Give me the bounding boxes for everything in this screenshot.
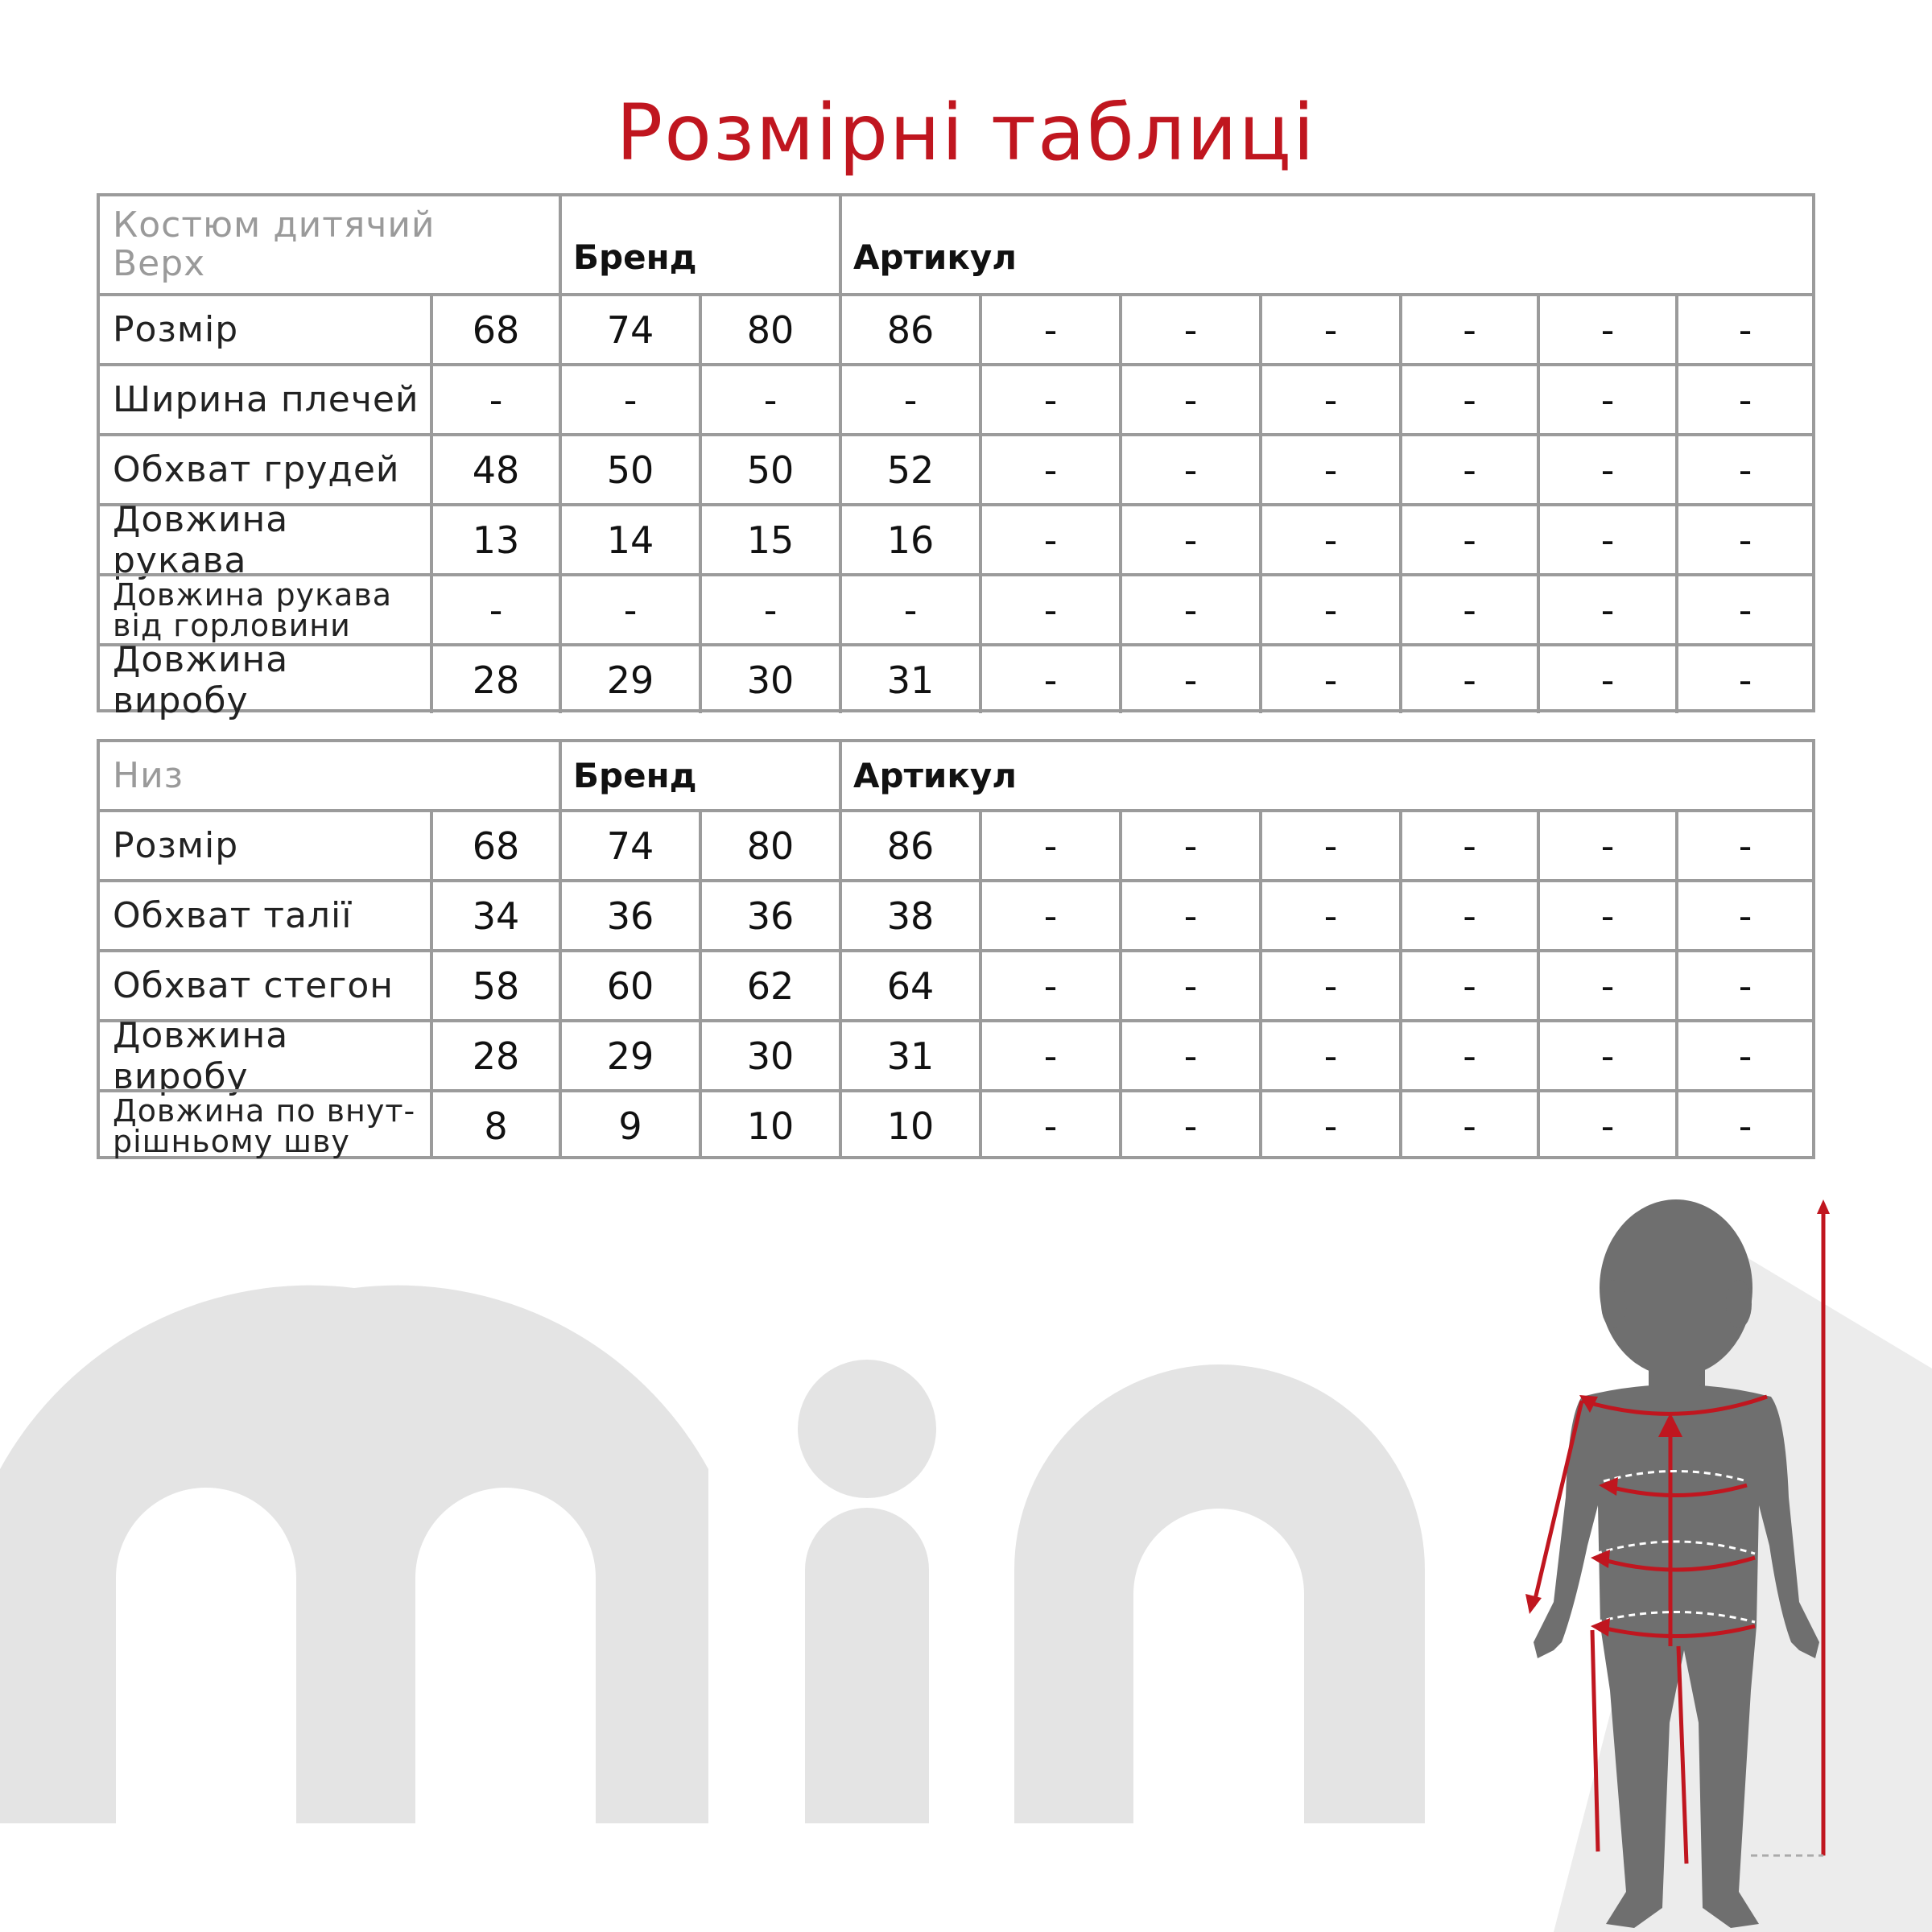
top-table-value-cell: 50 [699, 436, 839, 503]
bottom-table-value-cell: - [1675, 812, 1812, 879]
top-table-value-cell: - [1399, 366, 1537, 433]
bottom-table-value-cell: 30 [699, 1022, 839, 1089]
bottom-table-row-label: Обхват стегон [113, 965, 394, 1006]
bottom-table-value-cell: 86 [839, 812, 979, 879]
top-table-value-cell: 48 [430, 436, 559, 503]
bottom-table-value-cell: - [1399, 812, 1537, 879]
top-table-value-cell: 14 [559, 506, 699, 573]
top-table-value-cell: - [559, 366, 699, 433]
top-table-value-cell: 68 [430, 296, 559, 363]
row-label-line1: Довжина рукава [113, 576, 393, 613]
top-table-value-cell: 31 [839, 646, 979, 713]
top-table-value-cell: - [839, 576, 979, 643]
top-table-row-label: Ширина плечей [113, 379, 419, 420]
top-table-value-cell: - [1119, 576, 1259, 643]
bottom-table-value-cell: 36 [699, 882, 839, 949]
bottom-table-value-cell: 68 [430, 812, 559, 879]
top-table-value-cell: 13 [430, 506, 559, 573]
page-title: Розмірні таблиці [616, 88, 1316, 178]
top-table-value-cell: - [1537, 576, 1675, 643]
top-table-value-cell: - [979, 646, 1119, 713]
top-table-header-row [100, 196, 1812, 293]
top-table-value-cell: - [1119, 366, 1259, 433]
top-table-value-cell: 74 [559, 296, 699, 363]
bottom-table-value-cell: 36 [559, 882, 699, 949]
top-table-row [100, 293, 1812, 363]
bottom-table-value-cell: - [1537, 952, 1675, 1019]
bottom-table-row-label: Розмір [113, 825, 239, 866]
top-table-row-label: Розмір [113, 309, 239, 350]
bottom-table-value-cell: - [1259, 1092, 1399, 1159]
top-table-value-cell: - [699, 576, 839, 643]
bottom-table-value-cell: - [979, 882, 1119, 949]
top-table-value-cell: - [979, 576, 1119, 643]
bottom-table-value-cell: 9 [559, 1092, 699, 1159]
top-table-value-cell: - [979, 296, 1119, 363]
bottom-table-value-cell: - [1119, 812, 1259, 879]
top-table-value-cell: 50 [559, 436, 699, 503]
bottom-table-row [100, 879, 1812, 949]
top-table-row [100, 498, 1812, 581]
top-table-value-cell: - [699, 366, 839, 433]
top-table-row-label [100, 576, 430, 643]
top-table-article-label: Артикул [839, 196, 1812, 293]
bottom-table-value-cell: - [1537, 1022, 1675, 1089]
top-size-table [97, 193, 1815, 721]
row-label-line2: від горловини [113, 607, 351, 643]
bottom-table-value-cell: 64 [839, 952, 979, 1019]
bottom-table-value-cell: 31 [839, 1022, 979, 1089]
top-table-value-cell: - [1119, 506, 1259, 573]
bottom-table-value-cell: 10 [839, 1092, 979, 1159]
bottom-size-table [97, 739, 1815, 1159]
bottom-table-row [100, 949, 1812, 1019]
top-table-value-cell: - [1259, 646, 1399, 713]
top-table-value-cell: - [430, 366, 559, 433]
bottom-table-value-cell: - [1675, 882, 1812, 949]
bottom-table-value-cell: - [979, 1092, 1119, 1159]
top-table-value-cell: - [1675, 576, 1812, 643]
bottom-table-brand-label: Бренд [559, 742, 839, 809]
bottom-table-row [100, 809, 1812, 879]
bottom-table-value-cell: 28 [430, 1022, 559, 1089]
top-table-value-cell: - [1537, 646, 1675, 713]
top-table-value-cell: - [1259, 506, 1399, 573]
bottom-table-value-cell: - [979, 1022, 1119, 1089]
top-table-row [100, 433, 1812, 503]
bottom-table-value-cell: - [1259, 882, 1399, 949]
top-table-value-cell: - [1119, 296, 1259, 363]
bottom-table-value-cell: 10 [699, 1092, 839, 1159]
bottom-table-article-label: Артикул [839, 742, 1812, 809]
bottom-table-value-cell: 62 [699, 952, 839, 1019]
top-table-value-cell: - [1675, 366, 1812, 433]
top-table-row-label: Довжина рукава [113, 498, 289, 581]
top-table-value-cell: - [1259, 366, 1399, 433]
top-table-value-cell: 29 [559, 646, 699, 713]
bottom-table-value-cell: - [979, 952, 1119, 1019]
top-table-value-cell: - [1399, 576, 1537, 643]
bottom-table-value-cell: - [979, 812, 1119, 879]
top-table-value-cell: - [1399, 646, 1537, 713]
top-table-value-cell: - [1259, 436, 1399, 503]
top-table-value-cell: 16 [839, 506, 979, 573]
top-table-value-cell: - [1399, 296, 1537, 363]
bottom-table-value-cell: - [1537, 812, 1675, 879]
bottom-table-row-label: Обхват талії [113, 895, 353, 936]
top-table-value-cell: - [1537, 506, 1675, 573]
bottom-table-value-cell: - [1119, 952, 1259, 1019]
bottom-table-value-cell: 34 [430, 882, 559, 949]
bottom-table-value-cell: 29 [559, 1022, 699, 1089]
bottom-table-value-cell: - [1259, 952, 1399, 1019]
bottom-table-value-cell: - [1399, 1022, 1537, 1089]
bottom-table-header-row [100, 742, 1812, 809]
top-table-value-cell: - [1399, 506, 1537, 573]
bottom-table-value-cell: - [1675, 1092, 1812, 1159]
bottom-table-value-cell: 80 [699, 812, 839, 879]
bottom-table-value-cell: - [1259, 812, 1399, 879]
top-table-value-cell: - [1119, 436, 1259, 503]
top-table-value-cell: - [559, 576, 699, 643]
top-table-row [100, 638, 1812, 721]
top-table-value-cell: 15 [699, 506, 839, 573]
top-table-value-cell: - [1537, 366, 1675, 433]
bottom-table-value-cell: - [1259, 1022, 1399, 1089]
top-table-value-cell: 86 [839, 296, 979, 363]
bottom-table-value-cell: - [1675, 1022, 1812, 1089]
top-table-title-line1: Костюм дитячий [113, 204, 436, 246]
bottom-table-value-cell: - [1399, 952, 1537, 1019]
top-table-value-cell: - [1259, 576, 1399, 643]
top-table-value-cell: - [1675, 646, 1812, 713]
top-table-value-cell: - [1675, 436, 1812, 503]
top-table-value-cell: 52 [839, 436, 979, 503]
top-table-row-label: Обхват грудей [113, 449, 400, 490]
bottom-table-row [100, 1014, 1812, 1097]
bottom-table-value-cell: - [1119, 882, 1259, 949]
top-table-value-cell: - [839, 366, 979, 433]
bottom-table-value-cell: - [1537, 1092, 1675, 1159]
bottom-table-value-cell: - [1675, 952, 1812, 1019]
top-table-row [100, 573, 1812, 643]
top-table-value-cell: - [1259, 296, 1399, 363]
bottom-table-value-cell: 58 [430, 952, 559, 1019]
top-table-value-cell: - [1675, 296, 1812, 363]
mini-logo [0, 1286, 1425, 1823]
top-table-value-cell: - [430, 576, 559, 643]
bottom-table-value-cell: 60 [559, 952, 699, 1019]
top-table-value-cell: 80 [699, 296, 839, 363]
row-label-line2: рішньому шву [113, 1123, 350, 1159]
row-label-line1: Довжина по внут- [113, 1092, 416, 1129]
bottom-table-value-cell: - [1119, 1092, 1259, 1159]
bottom-table-row [100, 1089, 1812, 1159]
top-table-row-label: Довжина виробу [113, 638, 289, 721]
bottom-table-value-cell: - [1119, 1022, 1259, 1089]
top-table-value-cell: 30 [699, 646, 839, 713]
bottom-table-row-label: Довжина виробу [113, 1014, 289, 1097]
top-table-brand-label: Бренд [559, 196, 839, 293]
top-table-title [100, 196, 559, 293]
bottom-table-value-cell: 38 [839, 882, 979, 949]
top-table-value-cell: - [1537, 436, 1675, 503]
top-table-value-cell: - [979, 366, 1119, 433]
bottom-table-title: Низ [113, 754, 184, 796]
top-table-value-cell: - [1119, 646, 1259, 713]
top-table-title-line2: Верх [113, 243, 206, 284]
top-table-value-cell: 28 [430, 646, 559, 713]
bottom-table-value-cell: 74 [559, 812, 699, 879]
top-table-value-cell: - [1675, 506, 1812, 573]
top-table-value-cell: - [1399, 436, 1537, 503]
bottom-table-row-label [100, 1092, 430, 1159]
bottom-table-value-cell: - [1399, 882, 1537, 949]
top-table-row [100, 363, 1812, 433]
bottom-table-value-cell: - [1399, 1092, 1537, 1159]
top-table-value-cell: - [979, 436, 1119, 503]
top-table-value-cell: - [979, 506, 1119, 573]
bottom-table-value-cell: - [1537, 882, 1675, 949]
bottom-table-value-cell: 8 [430, 1092, 559, 1159]
top-table-value-cell: - [1537, 296, 1675, 363]
